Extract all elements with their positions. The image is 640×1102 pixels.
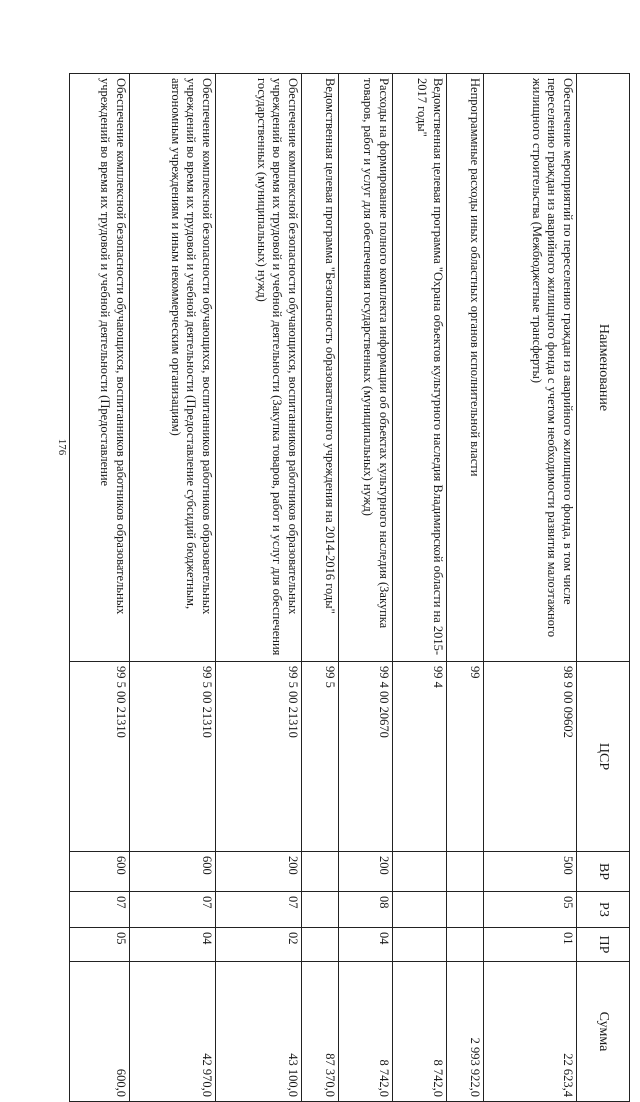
cell-sum: 8 742,0 <box>393 962 447 1102</box>
cell-rz: 07 <box>70 892 130 928</box>
header-rz: РЗ <box>577 892 630 928</box>
cell-csr: 99 5 00 21310 <box>216 662 302 852</box>
cell-rz: 08 <box>339 892 393 928</box>
cell-name: Обеспечение мероприятий по переселению граждан из аварийного жилищного фонда, в том числе переселению граждан из аварийного жилищного фонда с учетом необходимости развития малоэтажного жилищного строительства (Межбюджетные трансферты) <box>484 74 577 662</box>
cell-name: Расходы на формирование полного комплекта информации об объектах культурного наследия (Закупка товаров, работ и услуг для обеспечения государственных (муниципальных) нужд) <box>339 74 393 662</box>
cell-name: Ведомственная целевая программа "Охрана объектов культурного наследия Владимирской области на 2015-2017 годы" <box>393 74 447 662</box>
cell-pr: 04 <box>130 928 216 962</box>
cell-rz <box>393 892 447 928</box>
cell-vr <box>302 852 339 892</box>
cell-pr: 02 <box>216 928 302 962</box>
rotated-sheet <box>98 73 630 1097</box>
cell-csr: 99 4 <box>393 662 447 852</box>
header-sum: Сумма <box>577 962 630 1102</box>
budget-table <box>69 73 630 1102</box>
table-row <box>484 74 577 1102</box>
cell-pr <box>393 928 447 962</box>
cell-csr: 99 <box>447 662 484 852</box>
cell-sum: 87 370,0 <box>302 962 339 1102</box>
header-csr: ЦСР <box>577 662 630 852</box>
cell-rz <box>447 892 484 928</box>
cell-pr <box>302 928 339 962</box>
cell-rz: 05 <box>484 892 577 928</box>
cell-name: Непрограммные расходы иных областных органов исполнительной власти <box>447 74 484 662</box>
cell-vr <box>393 852 447 892</box>
cell-rz: 07 <box>216 892 302 928</box>
cell-csr: 99 5 00 21310 <box>70 662 130 852</box>
table-row <box>216 74 302 1102</box>
cell-pr: 04 <box>339 928 393 962</box>
header-name: Наименование <box>577 74 630 662</box>
cell-vr: 200 <box>339 852 393 892</box>
cell-sum: 2 993 922,0 <box>447 962 484 1102</box>
cell-sum: 43 100,0 <box>216 962 302 1102</box>
cell-sum: 42 970,0 <box>130 962 216 1102</box>
table-header-row <box>577 74 630 1102</box>
cell-pr: 05 <box>70 928 130 962</box>
cell-name: Обеспечение комплексной безопасности обучающихся, воспитанников работников образовательных учреждений во время их трудовой и учебной деятельности (Предоставление субсидий бюджетным, автономным учреждениям и иным некоммерческим организациям) <box>130 74 216 662</box>
cell-csr: 98 9 00 09602 <box>484 662 577 852</box>
table-row <box>447 74 484 1102</box>
cell-vr: 600 <box>70 852 130 892</box>
cell-sum: 600,0 <box>70 962 130 1102</box>
table-row <box>339 74 393 1102</box>
cell-rz <box>302 892 339 928</box>
table-row <box>393 74 447 1102</box>
cell-sum: 22 623,4 <box>484 962 577 1102</box>
cell-csr: 99 5 <box>302 662 339 852</box>
cell-name: Обеспечение комплексной безопасности обучающихся, воспитанников работников образовательных учреждений во время их трудовой и учебной деятельности (Предоставление <box>70 74 130 662</box>
header-pr: ПР <box>577 928 630 962</box>
cell-name: Обеспечение комплексной безопасности обучающихся, воспитанников работников образовательных учреждений во время их трудовой и учебной деятельности (Закупка товаров, работ и услуг для обеспечения государственных (муниципальных) нужд) <box>216 74 302 662</box>
cell-vr: 500 <box>484 852 577 892</box>
cell-vr <box>447 852 484 892</box>
header-vr: ВР <box>577 852 630 892</box>
cell-vr: 200 <box>216 852 302 892</box>
page-number: 176 <box>56 438 68 456</box>
table-row <box>302 74 339 1102</box>
cell-rz: 07 <box>130 892 216 928</box>
table-row <box>130 74 216 1102</box>
cell-pr <box>447 928 484 962</box>
cell-csr: 99 4 00 20670 <box>339 662 393 852</box>
cell-name: Ведомственная целевая программа "Безопасность образовательного учреждения на 2014-2016 годы" <box>302 74 339 662</box>
table-row <box>70 74 130 1102</box>
cell-sum: 8 742,0 <box>339 962 393 1102</box>
cell-pr: 01 <box>484 928 577 962</box>
cell-vr: 600 <box>130 852 216 892</box>
cell-csr: 99 5 00 21310 <box>130 662 216 852</box>
